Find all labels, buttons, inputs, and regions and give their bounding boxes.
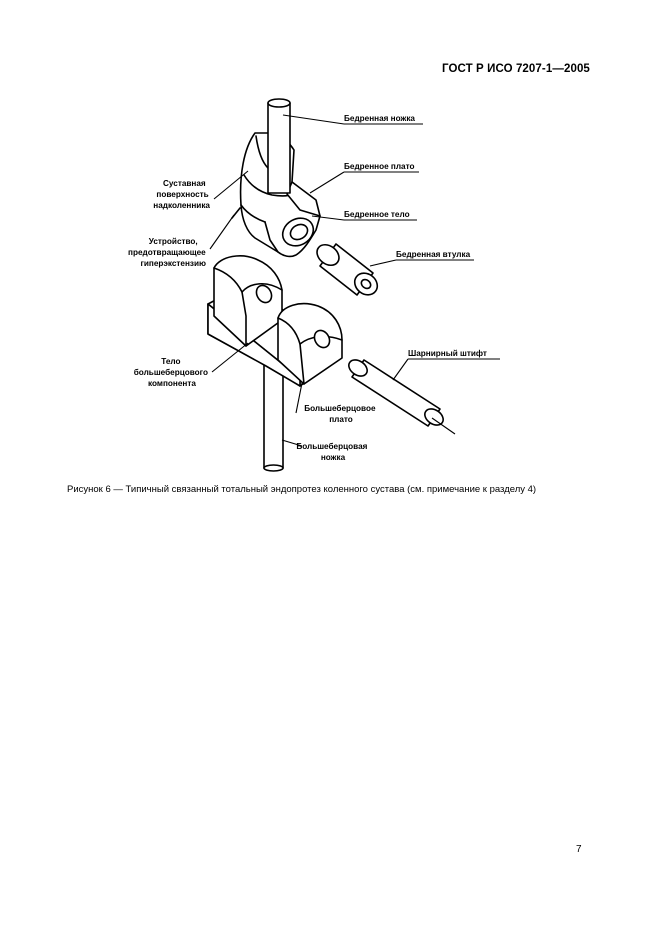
label-hinge-pin: Шарнирный штифт xyxy=(408,349,487,358)
label-femoral-plateau: Бедренное плато xyxy=(344,162,415,171)
label-femoral-stem: Бедренная ножка xyxy=(344,114,415,123)
leader-tibial-body xyxy=(212,343,248,372)
standard-header: ГОСТ Р ИСО 7207-1—2005 xyxy=(442,63,590,75)
label-articular-surface: Суставная поверхность надколенника xyxy=(153,179,210,210)
label-tibial-stem: Большеберцовая ножка xyxy=(296,442,368,462)
leader-femoral-plateau xyxy=(310,172,344,193)
femoral-bushing xyxy=(313,241,382,300)
page-number: 7 xyxy=(576,844,582,855)
label-tibial-body: Тело большеберцового компонента xyxy=(133,357,208,388)
leader-femoral-stem xyxy=(283,115,344,124)
label-tibial-plateau: Большеберцовое плато xyxy=(304,404,376,424)
label-femoral-body: Бедренное тело xyxy=(344,210,410,219)
label-hyperextension-device: Устройство, предотвращающее гиперэкстензию xyxy=(128,237,206,268)
label-femoral-bushing: Бедренная втулка xyxy=(396,250,471,259)
leader-tibial-plateau xyxy=(296,383,302,413)
femoral-stem-rod xyxy=(268,99,290,193)
leader-femoral-bushing xyxy=(370,260,396,266)
hinge-pin xyxy=(346,357,446,429)
figure-caption: Рисунок 6 — Типичный связанный тотальный эндопротез коленного сустава (см. примечание к разделу 4) xyxy=(67,484,537,495)
tibial-component xyxy=(208,256,342,471)
leader-hyperextension xyxy=(210,215,234,249)
leader-hinge-pin xyxy=(393,359,408,380)
